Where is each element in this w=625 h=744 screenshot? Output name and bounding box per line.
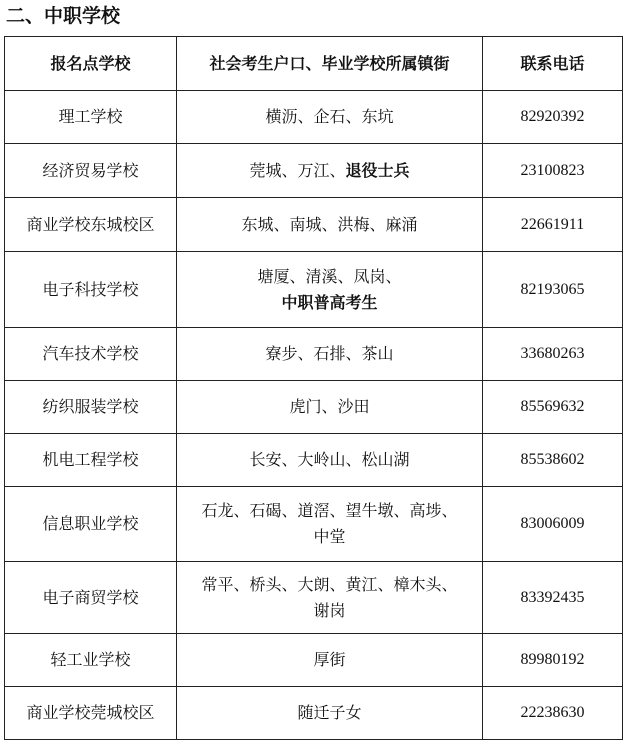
area-text: 厚街 [313, 650, 346, 669]
section-heading: 二、中职学校 [6, 5, 121, 27]
phone-number: 33680263 [483, 328, 623, 381]
area-text: 塘厦、清溪、凤岗、 [257, 266, 402, 286]
school-name: 电子科技学校 [5, 252, 177, 328]
phone-number: 82193065 [483, 252, 623, 328]
area-note: 中职普高考生 [281, 292, 378, 312]
table-header-row [5, 37, 623, 91]
area-text: 随迁子女 [297, 703, 362, 722]
phone-number: 23100823 [483, 144, 623, 198]
school-name: 轻工业学校 [5, 634, 177, 687]
area-text: 东城、南城、洪梅、麻涌 [241, 214, 418, 234]
phone-number: 85569632 [483, 381, 623, 434]
school-name: 电子商贸学校 [5, 562, 177, 634]
area-text: 横沥、企石、东坑 [265, 107, 394, 126]
area-text: 寮步、石排、茶山 [265, 344, 394, 363]
school-name: 信息职业学校 [5, 487, 177, 562]
school-name: 商业学校东城校区 [5, 198, 177, 252]
area-text: 莞城、万江、 [249, 160, 346, 180]
school-name: 理工学校 [5, 91, 177, 144]
table-row [5, 198, 623, 252]
area-cell [177, 252, 483, 328]
school-name: 纺织服装学校 [5, 381, 177, 434]
table-row [5, 434, 623, 487]
school-name: 机电工程学校 [5, 434, 177, 487]
area-text: 常平、桥头、大朗、黄江、樟木头、谢岗 [201, 574, 458, 620]
area-cell [177, 687, 483, 740]
area-cell [177, 562, 483, 634]
table-row [5, 328, 623, 381]
area-cell [177, 198, 483, 252]
table-row [5, 144, 623, 198]
area-text: 虎门、沙田 [289, 397, 370, 416]
school-name: 汽车技术学校 [5, 328, 177, 381]
header-school: 报名点学校 [5, 37, 177, 91]
area-note: 退役士兵 [345, 160, 410, 180]
phone-number: 22238630 [483, 687, 623, 740]
table-row [5, 91, 623, 144]
table-row [5, 381, 623, 434]
table-row [5, 487, 623, 562]
phone-number: 85538602 [483, 434, 623, 487]
table-row [5, 252, 623, 328]
table-row [5, 687, 623, 740]
phone-number: 83006009 [483, 487, 623, 562]
area-cell [177, 91, 483, 144]
phone-number: 82920392 [483, 91, 623, 144]
table-row [5, 562, 623, 634]
area-cell [177, 434, 483, 487]
vocational-school-table [4, 36, 623, 740]
area-cell [177, 144, 483, 198]
table-row [5, 634, 623, 687]
area-cell [177, 381, 483, 434]
header-area: 社会考生户口、毕业学校所属镇街 [177, 37, 483, 91]
school-name: 经济贸易学校 [5, 144, 177, 198]
school-name: 商业学校莞城校区 [5, 687, 177, 740]
area-text: 长安、大岭山、松山湖 [249, 450, 410, 469]
phone-number: 89980192 [483, 634, 623, 687]
phone-number: 83392435 [483, 562, 623, 634]
phone-number: 22661911 [483, 198, 623, 252]
header-phone: 联系电话 [483, 37, 623, 91]
area-cell [177, 487, 483, 562]
area-cell [177, 634, 483, 687]
area-cell [177, 328, 483, 381]
area-text: 石龙、石碣、道滘、望牛墩、高埗、中堂 [201, 501, 458, 546]
